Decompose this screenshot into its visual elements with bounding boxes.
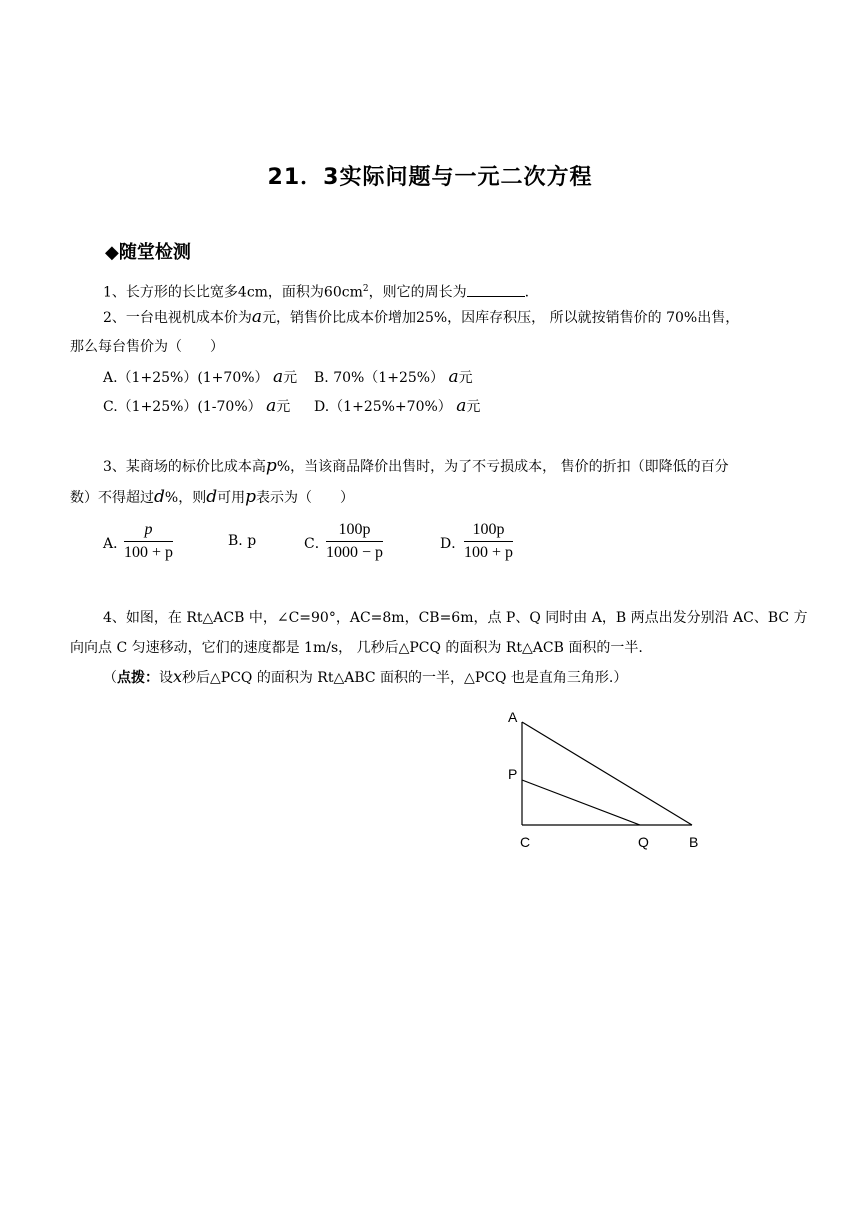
q2-text: 2、一台电视机成本价为 — [103, 310, 252, 326]
question-4-hint: （点拨：设x秒后△PCQ 的面积为 Rt△ABC 面积的一半，△PCQ 也是直角三角形.） — [103, 667, 628, 686]
q2-text-post: 元，销售价比成本价增加25%，因库存积压， 所以就按销售价的 70%出售， — [262, 310, 740, 326]
question-4-line-2: 向向点 C 匀速移动，它们的速度都是 1m/s， 几秒后△PCQ 的面积为 Rt△ACB 面积的一半. — [70, 640, 643, 656]
q3-option-b: B. p — [228, 533, 257, 549]
variable-p: p — [265, 456, 277, 476]
label-q: Q — [638, 834, 649, 850]
q1-text: 1、长方形的长比宽多4cm，面积为60cm — [103, 284, 363, 301]
section-heading: ◆随堂检测 — [105, 242, 191, 263]
q3-option-d-fraction: $\frac{100p}{100 + p}$ — [464, 521, 514, 561]
question-3-line-1: 3、某商场的标价比成本高p%，当该商品降价出售时，为了不亏损成本， 售价的折扣（即降低的百分 — [103, 456, 729, 476]
q1-end: . — [524, 284, 530, 301]
label-a: A — [508, 709, 518, 725]
q3-option-a-fraction: $\frac{p}{100 + p}$ — [124, 521, 174, 561]
label-b: B — [689, 834, 699, 850]
q1-text-post: ，则它的周长为 — [368, 284, 467, 301]
question-3-line-2: 数）不得超过d%，则d可用p表示为（ ） — [70, 487, 354, 507]
question-4-line-1: 4、如图，在 Rt△ACB 中，∠C=90°，AC=8m，CB=6m，点 P、Q 同时由 A，B 两点出发分别沿 AC、BC 方 — [103, 610, 808, 626]
variable-d: d — [154, 487, 165, 507]
page-title: 21．3实际问题与一元二次方程 — [267, 165, 593, 190]
q2-option-b: B. 70%（1+25%） a元 — [314, 367, 473, 387]
variable-a: a — [251, 307, 263, 327]
q3-option-d-label: D． — [440, 536, 466, 552]
label-c: C — [520, 834, 531, 850]
hint-label: 点拨： — [117, 670, 159, 686]
q2-option-d: D.（1+25%+70%） a元 — [314, 396, 481, 416]
label-p: P — [508, 766, 518, 782]
segment-ab — [522, 722, 692, 825]
variable-x: x — [173, 667, 183, 686]
segment-pq — [522, 780, 640, 825]
question-2-line-2: 那么每台售价为（ ） — [70, 339, 224, 355]
q3-option-a-label: A． — [103, 536, 128, 552]
q1-superscript: 2 — [362, 284, 369, 294]
q3-option-c-fraction: $\frac{100p}{1000 - p}$ — [326, 521, 384, 561]
q2-option-a: A.（1+25%）(1+70%） a元 — [103, 367, 298, 387]
q2-option-c: C.（1+25%）(1-70%） a元 — [103, 396, 291, 416]
q3-option-c-label: C． — [304, 536, 329, 552]
